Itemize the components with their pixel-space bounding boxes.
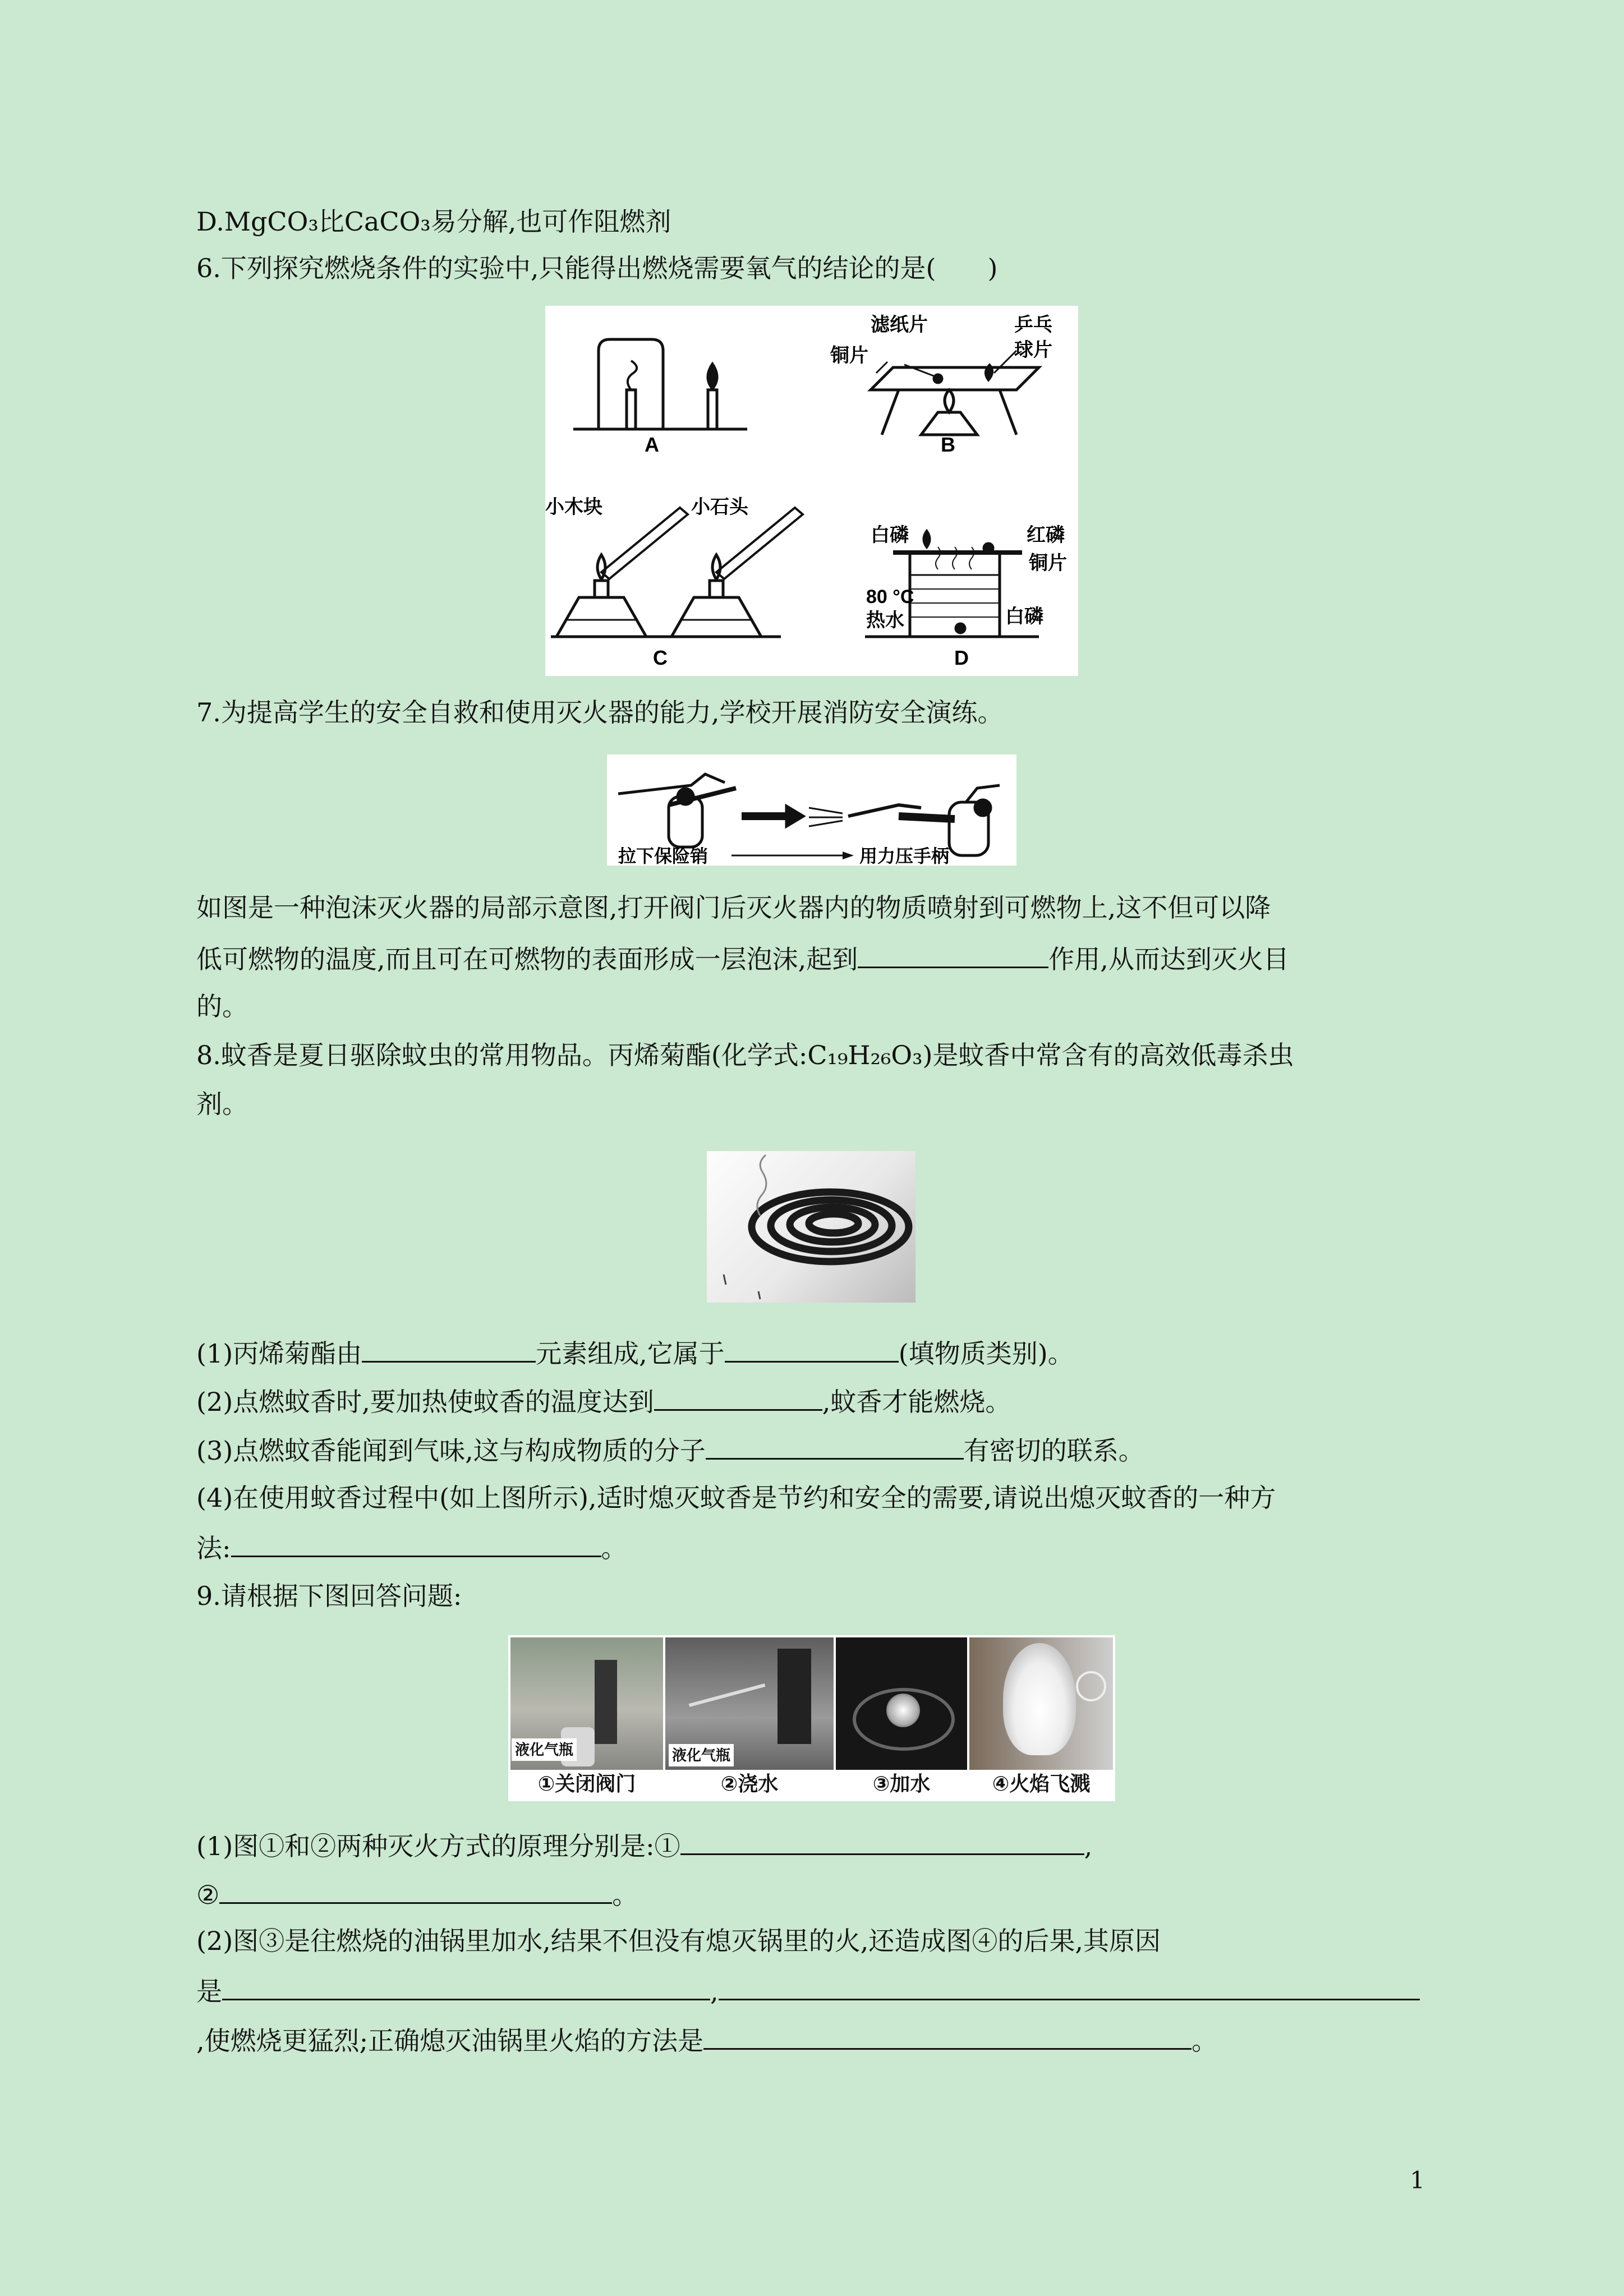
fig-d-red-p: 红磷 xyxy=(1027,524,1065,546)
photo-add-water xyxy=(836,1637,967,1799)
q8-part-4-line-2 xyxy=(196,1530,627,1565)
q9-part-1-line-1 xyxy=(196,1828,1092,1863)
q7-answer-blank[interactable] xyxy=(858,941,1048,968)
q9-p2-3b: 。 xyxy=(1191,2026,1218,2056)
q9-part-2-line-2 xyxy=(196,1973,1420,2008)
q9-photo-strip xyxy=(508,1635,1115,1801)
photo-caption-4: ④火焰飞溅 xyxy=(969,1770,1113,1799)
fig-c-wood: 小木块 xyxy=(545,496,602,518)
fig-c-label: C xyxy=(653,646,668,669)
fig-d-hot-water: 热水 xyxy=(866,610,904,631)
q9-part-2-line-1: (2)图③是往燃烧的油锅里加水,结果不但没有熄灭锅里的火,还造成图④的后果,其原因 xyxy=(196,1926,1161,1956)
q9-part-1-line-2 xyxy=(196,1876,638,1912)
q7-para-2 xyxy=(196,941,1289,976)
q8-p4-2b: 。 xyxy=(601,1533,627,1563)
q8-p1b: 元素组成,它属于 xyxy=(536,1338,725,1369)
fig-b-copper: 铜片 xyxy=(830,345,868,366)
q8-blank-category[interactable] xyxy=(725,1335,899,1363)
q9-p2-2b: , xyxy=(710,1976,719,2007)
q8-blank-method[interactable] xyxy=(231,1530,601,1557)
photo-caption-1: ①关闭阀门 xyxy=(510,1770,663,1799)
q9-p2-2a: 是 xyxy=(196,1976,222,2007)
photo-caption-2: ②浇水 xyxy=(665,1770,834,1799)
q8-blank-elements[interactable] xyxy=(362,1335,536,1363)
q7-extinguisher-figure xyxy=(607,754,1016,866)
photo-pour-water xyxy=(665,1637,834,1799)
fig-a-label: A xyxy=(645,433,659,456)
fig-d-white-p-top: 白磷 xyxy=(871,524,909,546)
fig-d-copper: 铜片 xyxy=(1029,553,1067,574)
photo-caption-3: ③加水 xyxy=(836,1770,967,1799)
q9-part-2-line-3 xyxy=(196,2022,1217,2058)
q7-caption-right: 用力压手柄 xyxy=(859,846,950,866)
q9-p1b: , xyxy=(1084,1831,1093,1861)
q8-p1a: (1)丙烯菊酯由 xyxy=(196,1338,362,1369)
q8-p3b: 有密切的联系。 xyxy=(963,1435,1144,1466)
q8-part-1 xyxy=(196,1335,1074,1370)
q8-stem-1: 8.蚊香是夏日驱除蚊虫的常用物品。丙烯菊酯(化学式:C₁₉H₂₆O₃)是蚊香中常含有的高效低毒杀虫 xyxy=(196,1040,1294,1070)
q8-stem-2: 剂。 xyxy=(196,1089,248,1119)
q5-option-d: D.MgCO₃比CaCO₃易分解,也可作阻燃剂 xyxy=(196,206,671,237)
q9-stem: 9.请根据下图回答问题: xyxy=(196,1581,462,1611)
q8-p2b: ,蚊香才能燃烧。 xyxy=(822,1387,1011,1417)
extinguisher-diagram xyxy=(607,754,1016,866)
q8-p2a: (2)点燃蚊香时,要加热使蚊香的温度达到 xyxy=(196,1387,654,1417)
q8-p1c: (填物质类别)。 xyxy=(898,1338,1074,1369)
fig-d-white-p-bottom: 白磷 xyxy=(1005,606,1043,627)
fig-b-filter-paper: 滤纸片 xyxy=(871,314,928,335)
fig-b-pingpong-2: 球片 xyxy=(1014,339,1052,361)
fig-c-stone: 小石头 xyxy=(691,496,748,518)
combustion-experiments-diagram xyxy=(545,306,1078,676)
q8-blank-temperature[interactable] xyxy=(654,1383,822,1411)
q8-part-4-line-1: (4)在使用蚊香过程中(如上图所示),适时熄灭蚊香是节约和安全的需要,请说出熄灭蚊香的一种方 xyxy=(196,1483,1276,1513)
q6-stem: 6.下列探究燃烧条件的实验中,只能得出燃烧需要氧气的结论的是( ) xyxy=(196,253,998,283)
mosquito-coil-image xyxy=(707,1151,915,1303)
q9-blank-reason-1[interactable] xyxy=(222,1973,710,2000)
tank-label-1: 液化气瓶 xyxy=(512,1738,577,1761)
q9-blank-correct-method[interactable] xyxy=(703,2022,1191,2050)
page-number: 1 xyxy=(1410,2166,1425,2194)
q9-p2-3a: ,使燃烧更猛烈;正确熄灭油锅里火焰的方法是 xyxy=(196,2026,704,2056)
q9-blank-principle-2[interactable] xyxy=(219,1876,612,1904)
q9-p1c: ② xyxy=(196,1880,220,1910)
q8-part-2 xyxy=(196,1383,1011,1419)
photo-flame-splash xyxy=(969,1637,1113,1799)
q6-figure xyxy=(545,306,1078,676)
q7-para-1: 如图是一种泡沫灭火器的局部示意图,打开阀门后灭火器内的物质喷射到可燃物上,这不但可以降 xyxy=(196,892,1271,923)
q7-caption-left: 拉下保险销 xyxy=(618,846,709,866)
fig-b-label: B xyxy=(941,433,955,456)
q9-p1d: 。 xyxy=(612,1880,638,1910)
q7-stem: 7.为提高学生的安全自救和使用灭火器的能力,学校开展消防安全演练。 xyxy=(196,697,1004,728)
q9-p1a: (1)图①和②两种灭火方式的原理分别是:① xyxy=(196,1831,680,1861)
q8-p3a: (3)点燃蚊香能闻到气味,这与构成物质的分子 xyxy=(196,1435,706,1466)
q8-blank-molecules[interactable] xyxy=(706,1432,964,1460)
photo-close-valve xyxy=(510,1637,663,1799)
q7-para-2a: 低可燃物的温度,而且可在可燃物的表面形成一层泡沫,起到 xyxy=(196,944,858,974)
tank-label-2: 液化气瓶 xyxy=(669,1744,734,1766)
q7-para-3: 的。 xyxy=(196,991,248,1022)
q8-part-3 xyxy=(196,1432,1144,1467)
q8-mosquito-coil-photo xyxy=(707,1151,915,1303)
fig-b-pingpong-1: 乒乓 xyxy=(1014,314,1052,335)
fig-d-label: D xyxy=(954,646,969,669)
q9-blank-principle-1[interactable] xyxy=(680,1828,1084,1855)
q8-p4-2a: 法: xyxy=(196,1533,231,1563)
q9-blank-reason-2[interactable] xyxy=(719,1973,1420,2000)
q7-para-2b: 作用,从而达到灭火目 xyxy=(1048,944,1289,974)
fig-d-temp: 80 °C xyxy=(866,586,914,608)
